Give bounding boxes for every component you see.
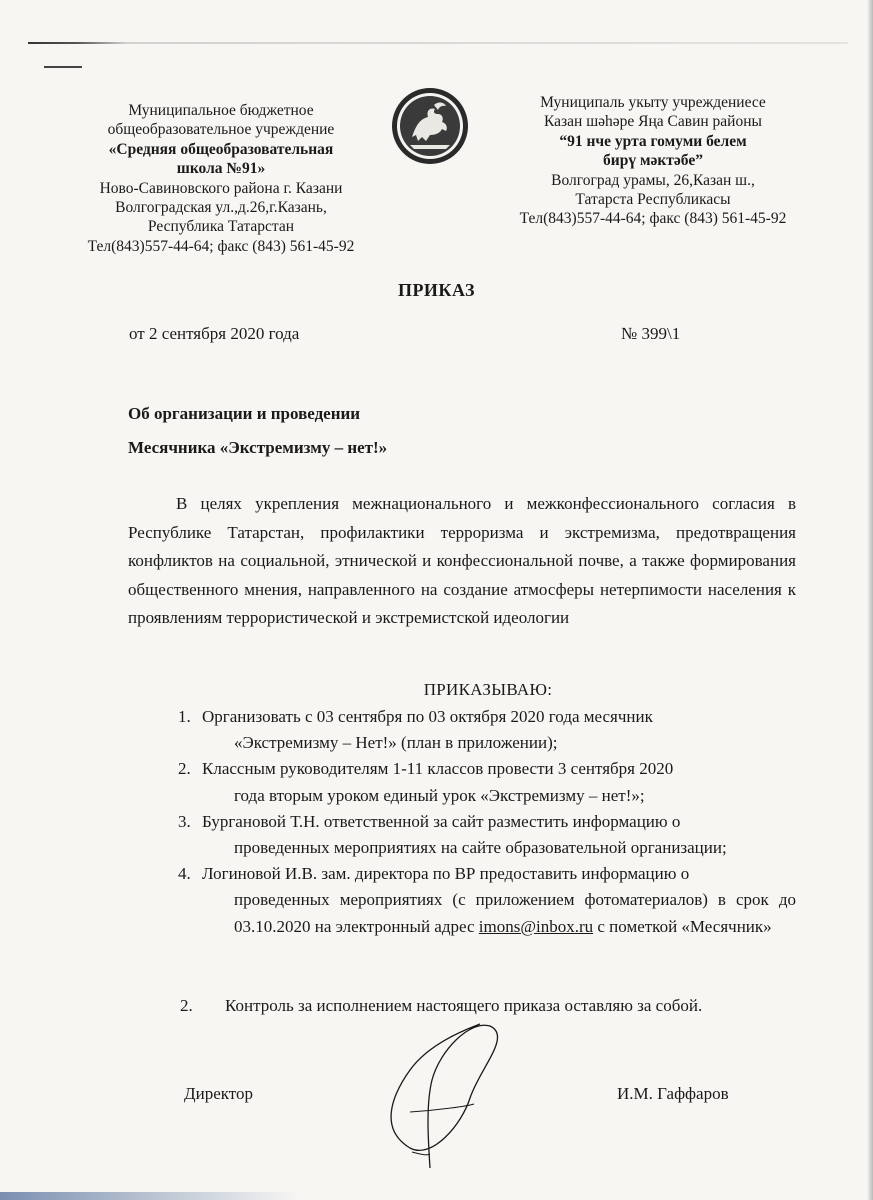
order-item bbox=[178, 704, 796, 756]
order-item-first-line: Организовать с 03 сентября по 03 октября 2020 года месячник bbox=[202, 707, 653, 726]
order-item-continuation: проведенных мероприятиях (с приложением фотоматериалов) в срок до 03.10.2020 на электронный адрес bbox=[234, 890, 796, 936]
tatarstan-emblem-icon bbox=[390, 85, 470, 167]
order-item-continuation-end: с пометкой «Месячник» bbox=[597, 916, 772, 936]
order-item bbox=[178, 809, 796, 861]
scan-bottom-artifact bbox=[0, 1192, 300, 1200]
order-item-first-line: Классным руководителям 1-11 классов провести 3 сентября 2020 bbox=[202, 759, 674, 779]
order-item-first-line: Бургановой Т.Н. ответственной за сайт разместить информацию о bbox=[202, 811, 681, 831]
final-clause bbox=[180, 996, 702, 1016]
header-left-school-name: «Средняя общеобразовательная bbox=[108, 140, 334, 158]
order-item bbox=[178, 756, 796, 808]
header-right-tatar bbox=[488, 93, 818, 229]
header-right-line: Татарста Республикасы bbox=[575, 191, 731, 209]
scan-artifact-mark bbox=[44, 66, 82, 68]
scan-edge-shadow bbox=[867, 0, 873, 1200]
header-left-line: Республика Татарстан bbox=[147, 218, 295, 236]
header-left-line: Ново-Савиновского района г. Казани bbox=[99, 179, 343, 197]
document-subject-line-1: Об организации и проведении bbox=[128, 404, 361, 423]
order-item-number: 1. bbox=[178, 707, 191, 726]
header-left-line: общеобразовательное учреждение bbox=[107, 121, 335, 139]
header-left-contacts: Тел(843)557-44-64; факс (843) 561-45-92 bbox=[87, 237, 355, 255]
header-right-line: Муниципаль укыту учреждениесе bbox=[540, 94, 766, 111]
final-clause-text: Контроль за исполнением настоящего приказа оставляю за собой. bbox=[225, 996, 703, 1015]
order-item-number: 2. bbox=[178, 759, 191, 779]
header-left-line: Муниципальное бюджетное bbox=[128, 102, 314, 119]
document-number: № 399\1 bbox=[621, 324, 681, 343]
order-item-continuation: года вторым уроком единый урок «Экстремизму – нет!»; bbox=[234, 785, 645, 805]
header-right-contacts: Тел(843)557-44-64; факс (843) 561-45-92 bbox=[519, 210, 787, 228]
order-item-first-line: Логиновой И.В. зам. директора по ВР предоставить информацию о bbox=[202, 864, 690, 884]
header-right-school-name: “91 нче урта гомуми белем bbox=[559, 132, 747, 150]
signature-name: И.М. Гаффаров bbox=[617, 1084, 729, 1103]
order-items-list bbox=[178, 704, 796, 940]
order-word: ПРИКАЗЫВАЮ: bbox=[423, 680, 553, 699]
signature-position: Директор bbox=[184, 1084, 253, 1103]
header-left-school-number: школа №91» bbox=[176, 160, 266, 178]
order-item-number: 3. bbox=[178, 811, 191, 831]
document-subject-line-2: Месячника «Экстремизму – нет!» bbox=[128, 438, 388, 457]
header-left-russian bbox=[56, 101, 386, 256]
scan-artifact-line bbox=[28, 42, 848, 44]
header-right-line: Казан шәһәре Яңа Савин районы bbox=[544, 113, 762, 131]
order-item bbox=[178, 861, 796, 940]
order-item-continuation: «Экстремизму – Нет!» (план в приложении); bbox=[234, 733, 558, 753]
header-left-line: Волгоградская ул.,д.26,г.Казань, bbox=[115, 199, 327, 217]
order-item-continuation: проведенных мероприятиях на сайте образовательной организации; bbox=[234, 838, 727, 858]
document-date: от 2 сентября 2020 года bbox=[129, 324, 300, 343]
email-link[interactable]: imons@inbox.ru bbox=[478, 916, 594, 936]
order-item-number: 4. bbox=[178, 864, 191, 884]
final-clause-number: 2. bbox=[180, 996, 193, 1015]
document-title: ПРИКАЗ bbox=[397, 280, 476, 300]
header-right-school-name-2: бирү мәктәбе” bbox=[603, 152, 703, 170]
header-right-line: Волгоград урамы, 26,Казан ш., bbox=[551, 171, 755, 189]
document-preamble: В целях укрепления межнационального и межконфессионального согласия в Республике Татарстан, профилактики терроризма и экстремизма, предотвращения конфликтов на социальной, этнической и конфессиональной почве, а также формирования общественного мнения, направленного на создание атмосферы нетерпимости населения к проявлениям террористической и экстремистской идеологии bbox=[128, 494, 796, 627]
handwritten-signature-icon bbox=[370, 1020, 540, 1180]
